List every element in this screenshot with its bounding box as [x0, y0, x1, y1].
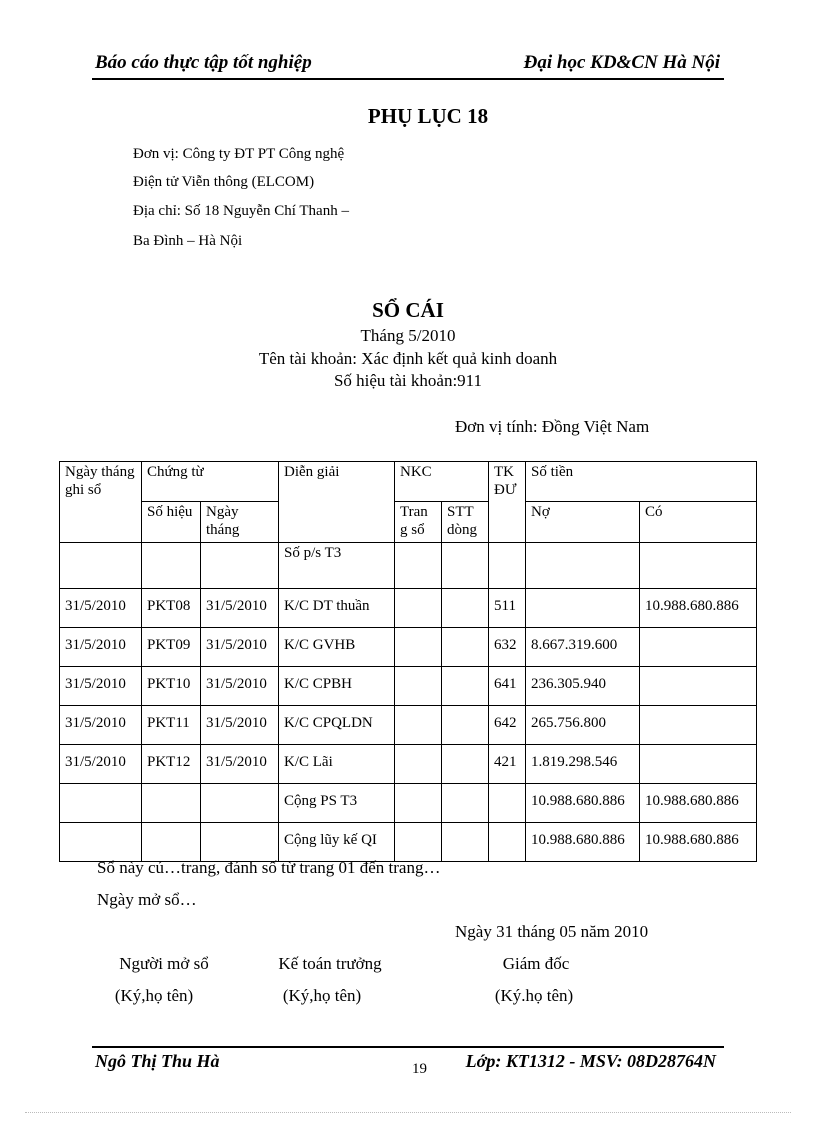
header-left-title: Báo cáo thực tập tốt nghiệp [95, 52, 312, 73]
col-header-credit: Có [640, 502, 757, 543]
ledger-table [59, 461, 757, 862]
page-edge [25, 1112, 791, 1113]
table-row: 31/5/2010 PKT09 31/5/2010 K/C GVHB 632 8.667.319.600 [60, 628, 757, 667]
appendix-title: PHỤ LỤC 18 [367, 104, 489, 128]
ledger-account-number: Số hiệu tài khoản:911 [333, 371, 483, 390]
footer-rule [92, 1046, 724, 1048]
col-header-voucher-no: Số hiệu [142, 502, 201, 543]
ledger-title: SỔ CÁI [372, 298, 444, 322]
col-header-voucher-date: Ngày tháng [201, 502, 279, 543]
total-row: Cộng PS T3 10.988.680.886 10.988.680.886 [60, 784, 757, 823]
signature-hint-chief-accountant: (Ký,họ tên) [282, 986, 362, 1005]
footer-class-info: Lớp: KT1312 - MSV: 08D28764N [465, 1051, 716, 1071]
company-line-2: Điện tử Viễn thông (ELCOM) [133, 174, 315, 190]
company-line-4: Ba Đình – Hà Nội [133, 233, 243, 249]
page-number: 19 [412, 1061, 427, 1077]
cumulative-row: Cộng lũy kế QI 10.988.680.886 10.988.680.886 [60, 823, 757, 862]
col-header-nkc: NKC [395, 462, 489, 502]
signing-date: Ngày 31 tháng 05 năm 2010 [455, 922, 649, 941]
ledger-month: Tháng 5/2010 [360, 326, 456, 345]
opening-balance-label: Số p/s T3 [279, 543, 395, 589]
col-header-debit: Nợ [526, 502, 640, 543]
note-page-count: Sổ này cú…trang, đánh số từ trang 01 đến trang… [97, 858, 441, 877]
signature-role-opener: Người mở sổ [119, 954, 209, 973]
signature-role-director: Giám đốc [502, 954, 570, 973]
signature-hint-director: (Ký.họ tên) [494, 986, 574, 1005]
note-open-date: Ngày mở sổ… [97, 890, 197, 909]
col-header-voucher: Chứng từ [142, 462, 279, 502]
footer-author: Ngô Thị Thu Hà [95, 1051, 220, 1071]
header-right-title: Đại học KD&CN Hà Nội [523, 52, 720, 73]
col-header-line: STT dòng [442, 502, 489, 543]
col-header-date: Ngày tháng ghi sổ [60, 462, 142, 543]
table-row: 31/5/2010 PKT08 31/5/2010 K/C DT thuần 511 10.988.680.886 [60, 589, 757, 628]
table-row: 31/5/2010 PKT11 31/5/2010 K/C CPQLDN 642 265.756.800 [60, 706, 757, 745]
signature-hint-opener: (Ký,họ tên) [114, 986, 194, 1005]
col-header-page: Tran g sổ [395, 502, 442, 543]
table-row: 31/5/2010 PKT10 31/5/2010 K/C CPBH 641 236.305.940 [60, 667, 757, 706]
col-header-amount: Số tiền [526, 462, 757, 502]
company-line-1: Đơn vị: Công ty ĐT PT Công nghệ [133, 146, 345, 162]
header-rule [92, 78, 724, 80]
ledger-account-name: Tên tài khoản: Xác định kết quả kinh doanh [258, 349, 558, 368]
signature-role-chief-accountant: Kế toán trưởng [278, 954, 382, 973]
table-row: 31/5/2010 PKT12 31/5/2010 K/C Lãi 421 1.819.298.546 [60, 745, 757, 784]
col-header-contra-account: TK ĐƯ [489, 462, 526, 543]
currency-unit: Đơn vị tính: Đồng Việt Nam [455, 417, 650, 436]
company-line-3: Địa chỉ: Số 18 Nguyễn Chí Thanh – [133, 203, 349, 219]
col-header-description: Diễn giải [279, 462, 395, 543]
